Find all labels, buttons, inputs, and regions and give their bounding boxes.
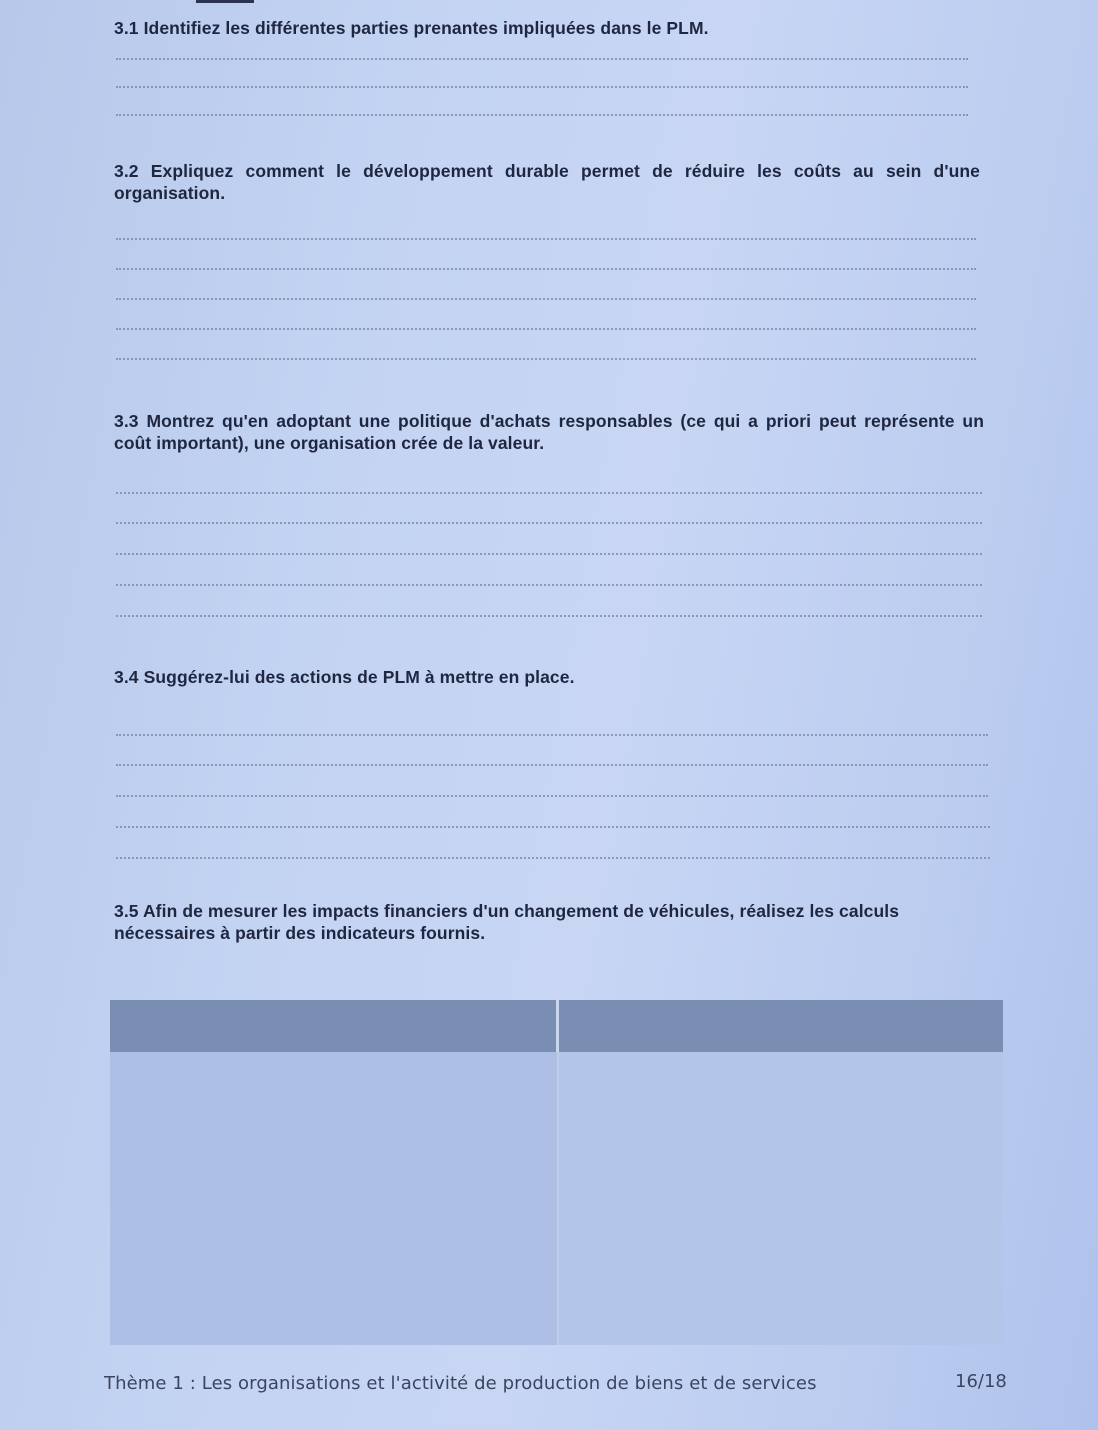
answer-line[interactable] <box>116 86 968 88</box>
table-answer-cell-right[interactable] <box>559 1052 1003 1345</box>
top-rule <box>196 0 254 3</box>
table-header-row <box>110 1000 1003 1052</box>
answer-line[interactable] <box>116 358 976 360</box>
answer-line[interactable] <box>116 58 968 60</box>
answer-line[interactable] <box>116 238 976 240</box>
answer-line[interactable] <box>116 553 982 555</box>
answer-line[interactable] <box>116 492 982 494</box>
answer-line[interactable] <box>116 764 988 766</box>
answer-line[interactable] <box>116 584 982 586</box>
question-3-4: 3.4 Suggérez-lui des actions de PLM à mettre en place. <box>114 667 575 687</box>
table-answer-cell-left[interactable] <box>110 1052 559 1345</box>
question-3-5: 3.5 Afin de mesurer les impacts financiers d'un changement de véhicules, réalisez les calculs nécessaires à partir des indicateurs fournis. <box>114 901 900 943</box>
answer-line[interactable] <box>116 795 988 797</box>
calculation-table <box>110 1000 1003 1345</box>
table-header-cell-right <box>559 1000 1003 1052</box>
answer-line[interactable] <box>116 522 982 524</box>
answer-line[interactable] <box>116 298 976 300</box>
answer-line[interactable] <box>116 114 968 116</box>
answer-line[interactable] <box>116 268 976 270</box>
answer-line[interactable] <box>116 615 982 617</box>
question-3-1: 3.1 Identifiez les différentes parties prenantes impliquées dans le PLM. <box>114 18 709 38</box>
answer-line[interactable] <box>116 734 988 736</box>
answer-line[interactable] <box>116 826 990 828</box>
question-3-3: 3.3 Montrez qu'en adoptant une politique d'achats responsables (ce qui a priori peut représente un coût important), une organisation crée de la valeur. <box>114 411 984 453</box>
answer-line[interactable] <box>116 328 976 330</box>
question-3-2: 3.2 Expliquez comment le développement durable permet de réduire les coûts au sein d'une organisation. <box>114 161 980 203</box>
table-header-cell-left <box>110 1000 559 1052</box>
table-body-row <box>110 1052 1003 1345</box>
footer-theme: Thème 1 : Les organisations et l'activité de production de biens et de services <box>104 1373 817 1394</box>
answer-line[interactable] <box>116 857 990 859</box>
page-number: 16/18 <box>955 1371 1007 1392</box>
